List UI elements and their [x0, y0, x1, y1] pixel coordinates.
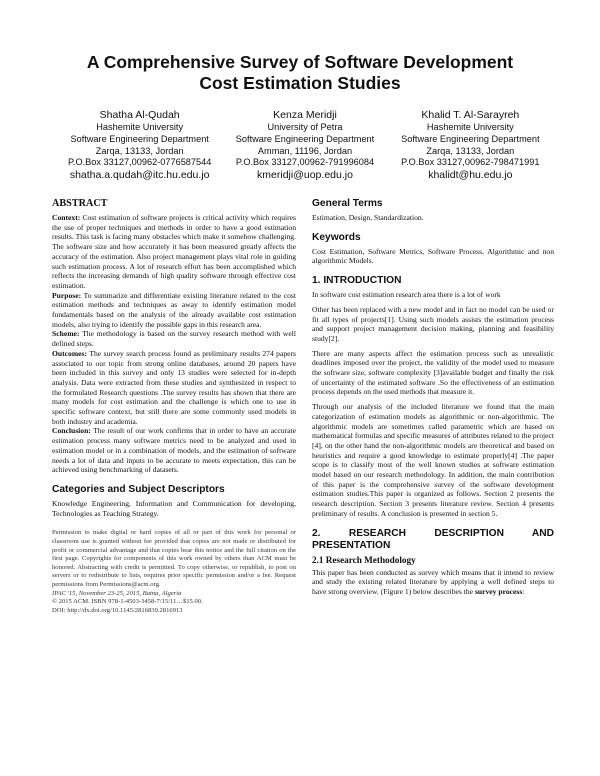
title-line-2: Cost Estimation Studies — [199, 73, 401, 93]
author-dept: Software Engineering Department — [70, 133, 209, 144]
keywords-section — [312, 232, 554, 266]
keywords-text: Cost Estimation, Software Metrics, Software Process, Algorithmic and non algorithmic Models. — [312, 246, 554, 266]
categories-section — [52, 484, 296, 518]
left-column — [52, 198, 296, 615]
intro-paragraph-2: Other has been replaced with a new model and in fact no model can be used or fit all types of projects[1]. Using such models assists the estimation process and support project management decision making, planning and feasibility study[2]. — [312, 304, 554, 343]
section-2-1-text: This paper has been conducted as survey which means that it intend to review and study the existing related literature by applying a well defined steps to have strong overview. (Figure 1) below describes the survey process: — [312, 567, 554, 596]
intro-paragraph-3: There are many aspects affect the estimation process such as unrealistic deadlines imposed over the project, the validity of the model used to measure the software size, software complexity [3]available budget and finally the risk of uncertainty of the estimated software .So the effectiveness of an estimation process depends on the used methods that measure it. — [312, 348, 554, 397]
categories-text: Knowledge Engineering, Information and Communication for developing, Technologies as Teaching Strategy. — [52, 498, 296, 518]
section-2-heading: 2. RESEARCH DESCRIPTION AND PRESENTATION — [312, 527, 554, 551]
introduction-heading: 1. INTRODUCTION — [312, 275, 402, 287]
author-2 — [222, 109, 387, 182]
abstract-heading: ABSTRACT — [52, 198, 108, 209]
abstract-scheme: Scheme: The methodology is based on the survey research method with well defined steps. — [52, 329, 296, 349]
copyright-line: © 2015 ACM. ISBN 978-1-4503-3458-7/15/11…$15.00. — [52, 598, 203, 606]
intro-paragraph-4: Through our analysis of the included literature we found that the main categorization of estimation models as algorithmic or non-algorithmic. The algorithmic models are sometimes called parametric which are based on mathematical formulas and specific measures of attributes related to the project [4], on the other hand the non-algorithmic models are theoretical and based on heuristics and require a good knowledge to estimate properly[4] .The paper scope is to classify most of the well known studies at software estimation model based on our research methodology. In addition, the main contribution of this paper is the comprehensive survey of the software development estimation studies.This paper is organized as follows. Section 2 presents the research description. Section 3 presents literature review. Section 4 presents preliminary of results. A conclusion is presented in section 5. — [312, 402, 554, 518]
author-pobox: P.O.Box 33127,00962-791996084 — [235, 157, 375, 168]
abstract-section — [52, 198, 296, 475]
author-pobox: P.O.Box 33127,00962-0776587544 — [67, 157, 212, 168]
author-dept: Software Engineering Department — [401, 133, 540, 144]
general-terms-section — [312, 198, 554, 223]
categories-heading: Categories and Subject Descriptors — [52, 483, 225, 495]
conference-info: IPAC '15, November 23-25, 2015, Batna, Algeria — [52, 589, 182, 597]
permission-block — [52, 529, 296, 615]
right-column — [312, 198, 554, 597]
author-address: Zarqa, 13133, Jordan — [426, 145, 515, 156]
title-line-1: A Comprehensive Survey of Software Development — [86, 52, 514, 72]
general-terms-text: Estimation, Design, Standardization. — [312, 213, 424, 222]
author-name: Shatha Al-Qudah — [99, 109, 180, 121]
author-pobox: P.O.Box 33127,00962-798471991 — [401, 157, 540, 168]
author-affiliation: Hashemite University — [96, 122, 184, 132]
keywords-heading: Keywords — [312, 231, 361, 243]
abstract-outcomes: Outcomes: The survey search process found as preliminary results 274 papers associated to our topic from strong online databases, around 20 papers have been included in this survey and only 13 studies were selected for in-depth analysis. Data were extracted from these studies and synthesized in respect to the formulated Research questions .The survey results has shown that there are many models for cost estimation and the challenge is which one to use in specific software context, but still there are some commonly used models in both industry and academia. — [52, 348, 296, 426]
intro-paragraph-1: In software cost estimation research area there is a lot of work — [312, 290, 501, 300]
permission-text: Permission to make digital or hard copies of all or part of this work for personal or classroom use is granted without fee provided that copies are not made or distributed for profit or commercial advantage and that copies bear this notice and the full citation on the first page. Copyrights for components of this work owned by others than ACM must be honored. Abstracting with credit is permitted. To copy otherwise, or republish, to post on servers or to redistribute to lists, requires prior specific permission and/or a fee. Request permissions from Permissions@acm.org. — [52, 529, 296, 588]
doi-line: DOI: http://dx.doi.org/10.1145/2816839.2816913 — [52, 606, 183, 614]
abstract-context: Context: Cost estimation of software projects is critical activity which requires the use of proper techniques and methods in order to have a good estimation results. This task is facing many obstacles which make it somehow challenging. The software size and how accurately it has been measured greatly affects the accuracy of the estimation. Also project management plays vital role in guiding such estimation process. A lot of research effort has been accomplished which reflects the increasing demands of high quality software through effective cost estimation. — [52, 213, 296, 290]
section-2-1-heading: 2.1 Research Methodology — [312, 554, 416, 565]
paper-title — [0, 52, 600, 94]
author-1 — [57, 109, 222, 182]
author-address: Zarqa, 13133, Jordan — [95, 145, 184, 156]
author-email: shatha.a.qudah@itc.hu.edu.jo — [69, 169, 210, 182]
author-affiliation: University of Petra — [267, 122, 343, 132]
introduction-section — [312, 275, 554, 518]
author-dept: Software Engineering Department — [235, 133, 375, 144]
author-3 — [388, 109, 553, 182]
author-name: Kenza Meridji — [273, 109, 337, 121]
abstract-conclusion: Conclusion: The result of our work confirms that in order to have an accurate estimation process many software metrics need to be analyzed and used in estimation model or in a combination of models, and the estimation of software needs a lot of data and inputs to be accurate to meets expectation, this can be achieved using benchmarking of datasets. — [52, 426, 296, 475]
author-block — [57, 109, 553, 182]
author-email: kmeridji@uop.edu.jo — [257, 169, 353, 182]
research-description-section — [312, 528, 554, 597]
author-address: Amman, 11196, Jordan — [257, 145, 353, 156]
author-name: Khalid T. Al-Sarayreh — [421, 109, 520, 121]
author-email: khalidt@hu.edu.jo — [428, 169, 513, 182]
author-affiliation: Hashemite University — [426, 122, 514, 132]
general-terms-heading: General Terms — [312, 198, 383, 209]
abstract-purpose: Purpose: To summarize and differentiate existing literature related to the cost estimation methods and techniques as away to identify estimation model fundamentals based on the analysis of the already available cost estimation models, also trying to identify the possible gaps in this research area. — [52, 290, 296, 329]
